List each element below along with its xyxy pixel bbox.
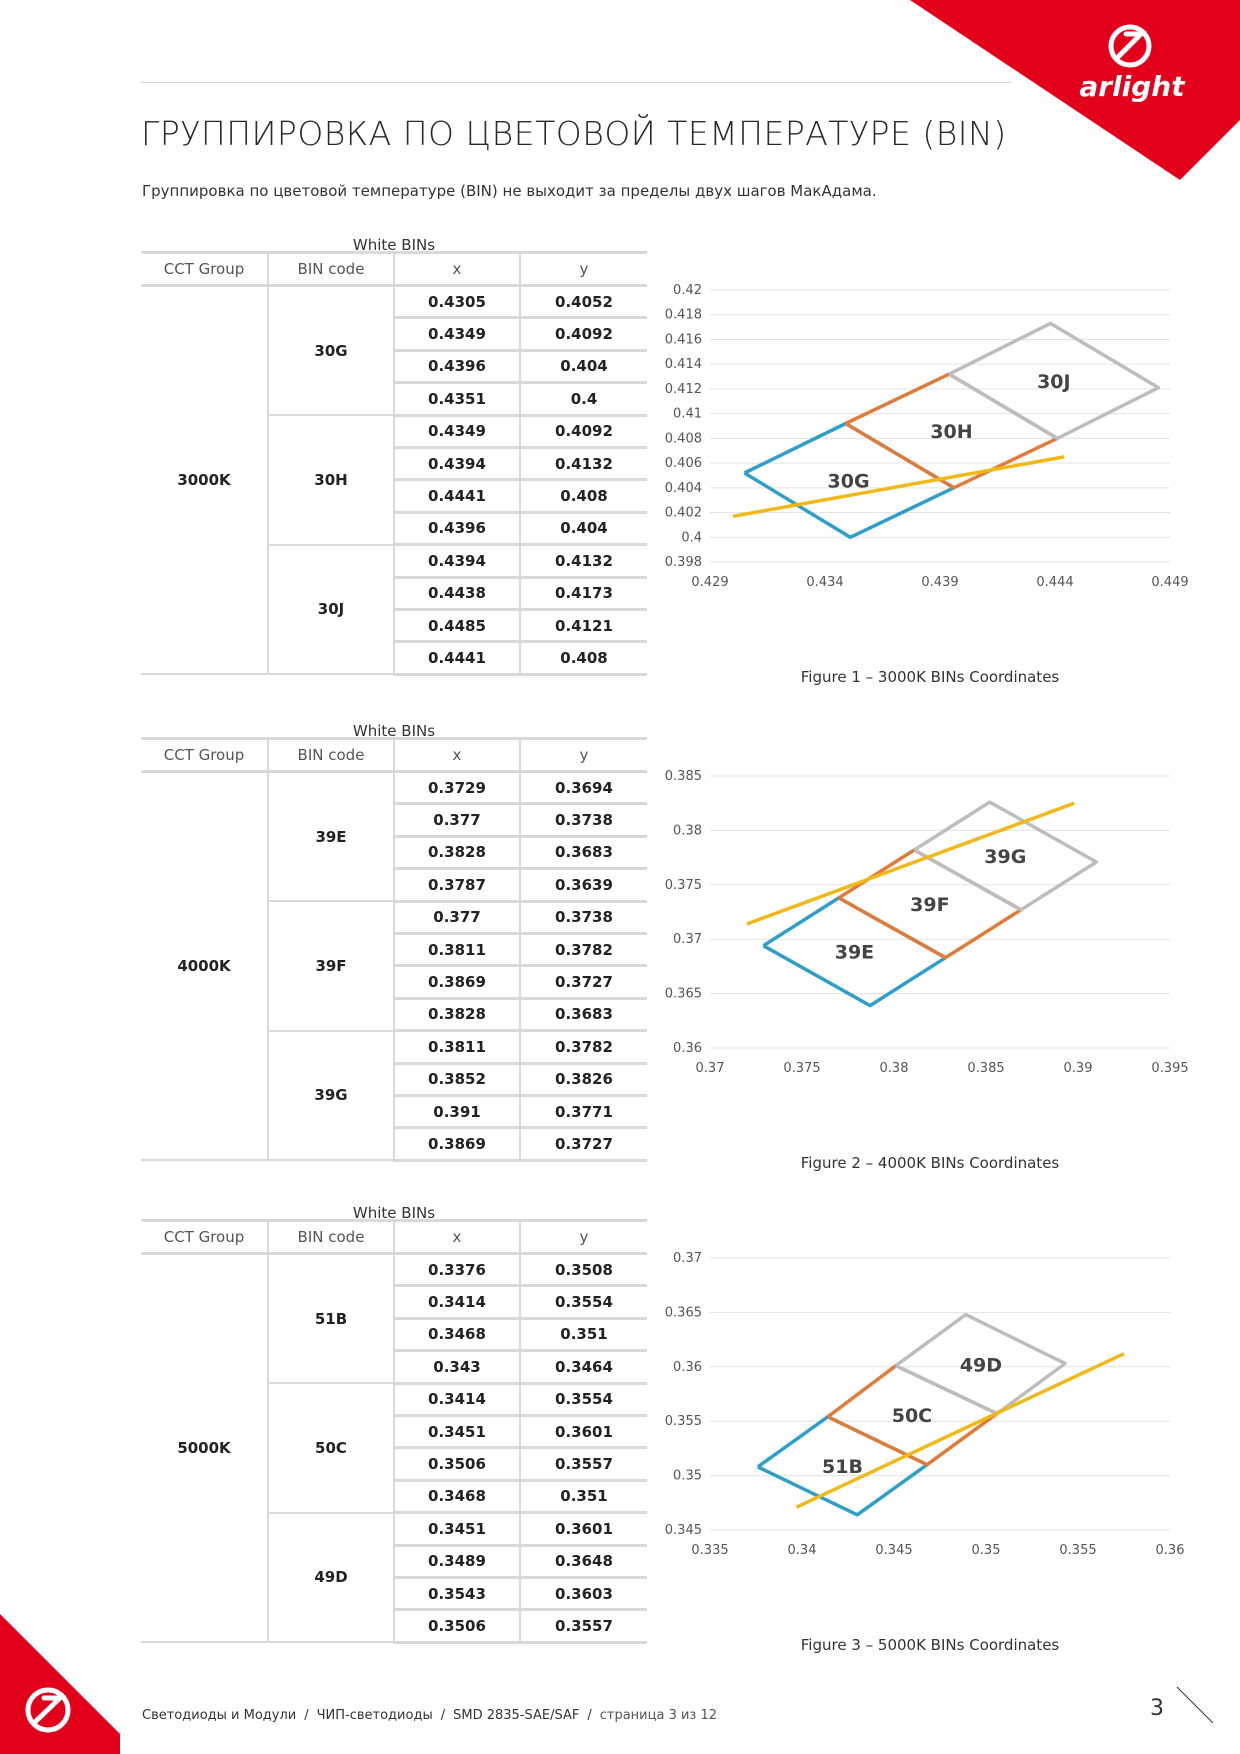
- x-tick-label: 0.444: [1036, 575, 1074, 590]
- table-caption: White BINs: [352, 236, 436, 254]
- footer-crumb[interactable]: Светодиоды и Модули: [142, 1708, 297, 1723]
- y-value-cell: 0.3601: [520, 1513, 647, 1545]
- bin-table: [141, 737, 647, 1162]
- cct-group-cell: 5000K: [141, 1254, 268, 1643]
- x-value-cell: 0.4485: [394, 609, 520, 641]
- y-tick-label: 0.36: [673, 1041, 702, 1056]
- y-value-cell: 0.4052: [520, 286, 647, 318]
- footer-crumb[interactable]: SMD 2835-SAE/SAF: [453, 1708, 580, 1723]
- x-value-cell: 0.3451: [394, 1415, 520, 1447]
- y-value-cell: 0.3727: [520, 966, 647, 998]
- y-value-cell: 0.351: [520, 1480, 647, 1512]
- table-caption: White BINs: [352, 1204, 436, 1222]
- y-tick-label: 0.398: [664, 555, 702, 570]
- y-value-cell: 0.4: [520, 383, 647, 415]
- column-header: BIN code: [268, 739, 394, 772]
- x-value-cell: 0.3852: [394, 1063, 520, 1095]
- x-value-cell: 0.3828: [394, 836, 520, 868]
- y-tick-label: 0.412: [664, 381, 702, 397]
- y-tick-label: 0.37: [673, 932, 702, 948]
- y-tick-label: 0.404: [664, 480, 702, 496]
- bin-code-cell: 39F: [268, 901, 394, 1031]
- footer-crumb[interactable]: ЧИП-светодиоды: [316, 1708, 433, 1723]
- column-header: CCT Group: [141, 253, 268, 286]
- x-value-cell: 0.3468: [394, 1318, 520, 1350]
- table-row: [141, 1254, 647, 1286]
- page-subtitle: Группировка по цветовой температуре (BIN) не выходит за пределы двух шагов МакАдама.: [142, 182, 877, 200]
- x-tick-label: 0.395: [1151, 1061, 1189, 1076]
- x-tick-label: 0.39: [1063, 1061, 1093, 1076]
- y-tick-label: 0.4: [681, 530, 702, 546]
- y-tick-label: 0.414: [664, 357, 702, 373]
- column-header: BIN code: [268, 253, 394, 286]
- table-row: [141, 772, 647, 804]
- y-value-cell: 0.3727: [520, 1128, 647, 1160]
- x-tick-label: 0.38: [879, 1061, 909, 1076]
- y-value-cell: 0.4132: [520, 447, 647, 479]
- bin-code-cell: 39G: [268, 1031, 394, 1161]
- brand-corner-logo: [0, 1614, 120, 1754]
- cct-group-cell: 4000K: [141, 772, 268, 1161]
- x-value-cell: 0.377: [394, 804, 520, 836]
- y-tick-label: 0.355: [664, 1414, 702, 1430]
- column-header: x: [394, 253, 520, 286]
- x-tick-label: 0.375: [783, 1061, 821, 1076]
- y-value-cell: 0.3603: [520, 1577, 647, 1609]
- x-value-cell: 0.4438: [394, 577, 520, 609]
- table-row: [141, 286, 647, 318]
- y-tick-label: 0.42: [673, 283, 702, 298]
- bin-table: [141, 251, 647, 676]
- logo-text: arlight: [1079, 70, 1185, 103]
- column-header: x: [394, 1221, 520, 1254]
- x-tick-label: 0.355: [1059, 1543, 1097, 1558]
- page-number: 3: [1150, 1696, 1164, 1721]
- y-tick-label: 0.408: [664, 431, 702, 447]
- y-tick-label: 0.385: [664, 769, 702, 784]
- bin-label: 49D: [959, 1354, 1003, 1377]
- y-value-cell: 0.3554: [520, 1383, 647, 1415]
- y-value-cell: 0.408: [520, 480, 647, 512]
- x-value-cell: 0.3828: [394, 998, 520, 1030]
- y-value-cell: 0.3782: [520, 1031, 647, 1063]
- x-value-cell: 0.4349: [394, 318, 520, 350]
- y-tick-label: 0.41: [673, 406, 702, 422]
- table-caption: White BINs: [352, 722, 436, 740]
- y-value-cell: 0.3648: [520, 1545, 647, 1577]
- x-value-cell: 0.3506: [394, 1448, 520, 1480]
- trend-line: [797, 1354, 1125, 1508]
- y-value-cell: 0.3601: [520, 1415, 647, 1447]
- y-tick-label: 0.37: [673, 1251, 702, 1266]
- x-value-cell: 0.3729: [394, 772, 520, 804]
- page-title: ГРУППИРОВКА ПО ЦВЕТОВОЙ ТЕМПЕРАТУРЕ (BIN): [141, 114, 1007, 153]
- y-value-cell: 0.3683: [520, 836, 647, 868]
- figure-caption: Figure 1 – 3000K BINs Coordinates: [800, 668, 1060, 686]
- x-value-cell: 0.343: [394, 1351, 520, 1383]
- bin-label: 39F: [910, 893, 950, 916]
- column-header: BIN code: [268, 1221, 394, 1254]
- bin-table: [141, 1219, 647, 1644]
- x-value-cell: 0.3543: [394, 1577, 520, 1609]
- x-value-cell: 0.4441: [394, 480, 520, 512]
- y-tick-label: 0.402: [664, 505, 702, 521]
- y-tick-label: 0.375: [664, 877, 702, 893]
- x-value-cell: 0.4349: [394, 415, 520, 447]
- y-tick-label: 0.416: [664, 332, 702, 348]
- x-tick-label: 0.429: [691, 575, 729, 590]
- x-tick-label: 0.345: [875, 1543, 913, 1558]
- x-value-cell: 0.3468: [394, 1480, 520, 1512]
- x-value-cell: 0.4441: [394, 642, 520, 674]
- column-header: y: [520, 253, 647, 286]
- x-tick-label: 0.335: [691, 1543, 729, 1558]
- y-value-cell: 0.3771: [520, 1095, 647, 1127]
- page-slash-decoration: [1175, 1685, 1215, 1725]
- top-divider: [141, 82, 1011, 83]
- y-value-cell: 0.4092: [520, 318, 647, 350]
- y-value-cell: 0.3782: [520, 933, 647, 965]
- x-value-cell: 0.3506: [394, 1610, 520, 1642]
- column-header: CCT Group: [141, 739, 268, 772]
- bin-label: 30J: [1037, 370, 1071, 393]
- y-value-cell: 0.4132: [520, 545, 647, 577]
- y-value-cell: 0.3738: [520, 901, 647, 933]
- bin-code-cell: 30G: [268, 286, 394, 416]
- x-value-cell: 0.3869: [394, 1128, 520, 1160]
- y-tick-label: 0.406: [664, 456, 702, 472]
- bin-code-cell: 51B: [268, 1254, 394, 1384]
- x-value-cell: 0.3376: [394, 1254, 520, 1286]
- figure-caption: Figure 2 – 4000K BINs Coordinates: [800, 1154, 1060, 1172]
- x-tick-label: 0.34: [787, 1543, 817, 1558]
- y-tick-label: 0.345: [664, 1523, 702, 1538]
- x-value-cell: 0.3451: [394, 1513, 520, 1545]
- x-value-cell: 0.4394: [394, 545, 520, 577]
- bin-chart: [650, 768, 1190, 1098]
- column-header: y: [520, 739, 647, 772]
- x-value-cell: 0.4351: [394, 383, 520, 415]
- y-value-cell: 0.3508: [520, 1254, 647, 1286]
- y-value-cell: 0.404: [520, 512, 647, 544]
- y-tick-label: 0.365: [664, 1305, 702, 1321]
- x-value-cell: 0.3489: [394, 1545, 520, 1577]
- x-tick-label: 0.385: [967, 1061, 1005, 1076]
- x-tick-label: 0.449: [1151, 575, 1189, 590]
- y-tick-label: 0.365: [664, 986, 702, 1002]
- y-value-cell: 0.351: [520, 1318, 647, 1350]
- brand-corner-banner: [910, 0, 1240, 180]
- x-value-cell: 0.4394: [394, 447, 520, 479]
- y-tick-label: 0.38: [673, 823, 702, 839]
- figure-caption: Figure 3 – 5000K BINs Coordinates: [800, 1636, 1060, 1654]
- y-value-cell: 0.3639: [520, 869, 647, 901]
- x-value-cell: 0.3869: [394, 966, 520, 998]
- y-value-cell: 0.404: [520, 350, 647, 382]
- y-value-cell: 0.3557: [520, 1448, 647, 1480]
- bin-label: 30G: [827, 470, 870, 493]
- y-value-cell: 0.3557: [520, 1610, 647, 1642]
- column-header: CCT Group: [141, 1221, 268, 1254]
- bin-code-cell: 30H: [268, 415, 394, 545]
- bin-label: 30H: [930, 420, 973, 443]
- y-value-cell: 0.3826: [520, 1063, 647, 1095]
- bin-label: 39E: [834, 941, 875, 964]
- x-value-cell: 0.4305: [394, 286, 520, 318]
- x-value-cell: 0.3811: [394, 1031, 520, 1063]
- x-value-cell: 0.377: [394, 901, 520, 933]
- y-value-cell: 0.3694: [520, 772, 647, 804]
- footer-breadcrumb: Светодиоды и Модули / ЧИП-светодиоды / SMD 2835-SAE/SAF / страница 3 из 12: [142, 1708, 718, 1723]
- x-tick-label: 0.434: [806, 575, 844, 590]
- column-header: x: [394, 739, 520, 772]
- column-header: y: [520, 1221, 647, 1254]
- x-value-cell: 0.3811: [394, 933, 520, 965]
- trend-line: [733, 457, 1064, 516]
- bin-code-cell: 49D: [268, 1513, 394, 1643]
- x-value-cell: 0.391: [394, 1095, 520, 1127]
- y-value-cell: 0.4173: [520, 577, 647, 609]
- footer-page-label: страница 3 из 12: [599, 1708, 718, 1723]
- x-value-cell: 0.3414: [394, 1383, 520, 1415]
- bin-label: 39G: [984, 845, 1027, 868]
- y-tick-label: 0.418: [664, 307, 702, 323]
- bin-chart: [650, 1250, 1190, 1580]
- y-tick-label: 0.35: [673, 1468, 702, 1484]
- bin-label: 51B: [822, 1455, 863, 1478]
- bin-code-cell: 39E: [268, 772, 394, 902]
- x-value-cell: 0.3787: [394, 869, 520, 901]
- x-value-cell: 0.4396: [394, 512, 520, 544]
- bin-label: 50C: [891, 1405, 933, 1428]
- x-tick-label: 0.36: [1155, 1543, 1185, 1558]
- y-value-cell: 0.408: [520, 642, 647, 674]
- y-tick-label: 0.36: [673, 1359, 702, 1375]
- y-value-cell: 0.3464: [520, 1351, 647, 1383]
- y-value-cell: 0.4092: [520, 415, 647, 447]
- bin-chart: [650, 282, 1190, 612]
- y-value-cell: 0.4121: [520, 609, 647, 641]
- x-tick-label: 0.35: [971, 1543, 1001, 1558]
- x-tick-label: 0.439: [921, 575, 959, 590]
- bin-code-cell: 30J: [268, 545, 394, 675]
- bin-code-cell: 50C: [268, 1383, 394, 1513]
- x-value-cell: 0.4396: [394, 350, 520, 382]
- x-value-cell: 0.3414: [394, 1286, 520, 1318]
- y-value-cell: 0.3554: [520, 1286, 647, 1318]
- y-value-cell: 0.3738: [520, 804, 647, 836]
- y-value-cell: 0.3683: [520, 998, 647, 1030]
- x-tick-label: 0.37: [695, 1061, 725, 1076]
- cct-group-cell: 3000K: [141, 286, 268, 675]
